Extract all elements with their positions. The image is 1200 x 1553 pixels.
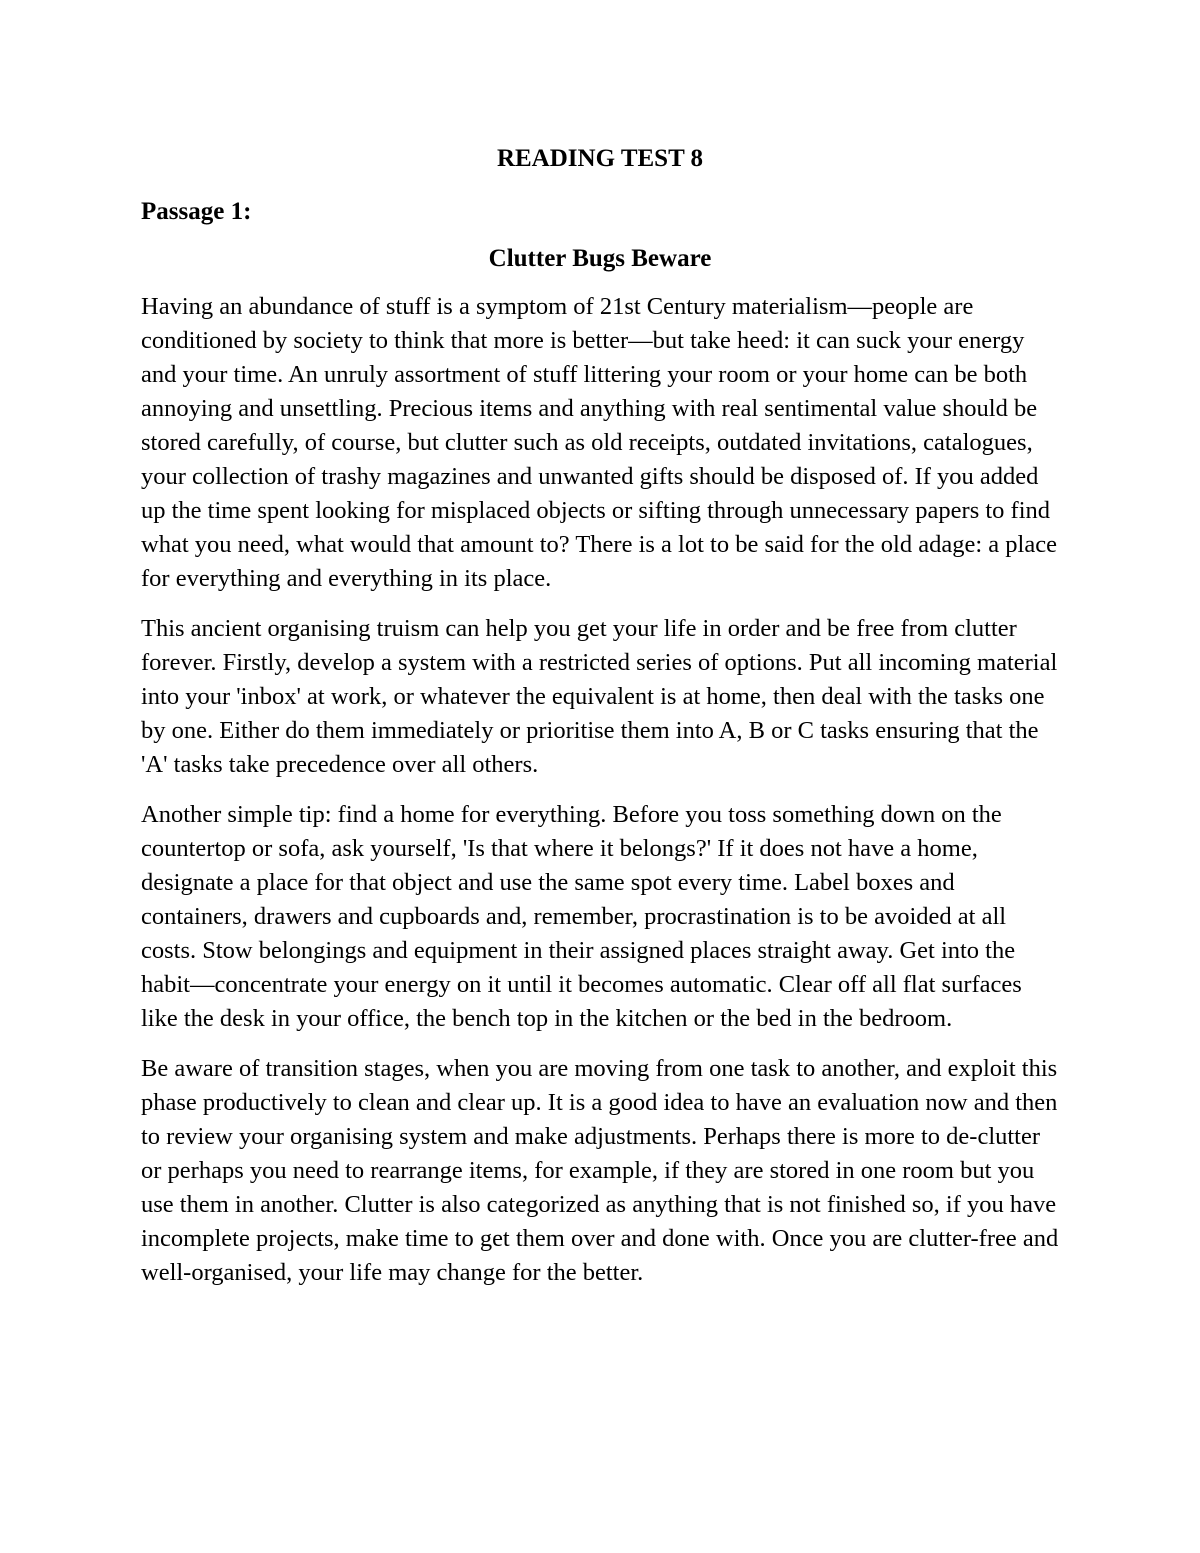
passage-body — [141, 290, 1061, 1306]
paragraph-4: Be aware of transition stages, when you are moving from one task to another, and exploit this phase productively to clean and clear up. It is a good idea to have an evaluation now and then to review your organising system and make adjustments. Perhaps there is more to de-clutter or perhaps you need to rearrange items, for example, if they are stored in one room but you use them in another. Clutter is also categorized as anything that is not finished so, if you have incomplete projects, make time to get them over and done with. Once you are clutter-free and well-organised, your life may change for the better. — [141, 1055, 1059, 1286]
test-title: READING TEST 8 — [496, 145, 704, 172]
passage-label: Passage 1: — [141, 198, 252, 225]
passage-title: Clutter Bugs Beware — [488, 245, 712, 272]
paragraph-3: Another simple tip: find a home for everything. Before you toss something down on the countertop or sofa, ask yourself, 'Is that where it belongs?' If it does not have a home, designate a place for that object and use the same spot every time. Label boxes and containers, drawers and cupboards and, remember, procrastination is to be avoided at all costs. Stow belongings and equipment in their assigned places straight away. Get into the habit—concentrate your energy on it until it becomes automatic. Clear off all flat surfaces like the desk in your office, the bench top in the kitchen or the bed in the bedroom. — [141, 801, 1022, 1032]
paragraph-1: Having an abundance of stuff is a symptom of 21st Century materialism—people are conditioned by society to think that more is better—but take heed: it can suck your energy and your time. An unruly assortment of stuff littering your room or your home can be both annoying and unsettling. Precious items and anything with real sentimental value should be stored carefully, of course, but clutter such as old receipts, outdated invitations, catalogues, your collection of trashy magazines and unwanted gifts should be disposed of. If you added up the time spent looking for misplaced objects or sifting through unnecessary papers to find what you need, what would that amount to? There is a lot to be said for the old adage: a place for everything and everything in its place. — [141, 293, 1057, 592]
paragraph-2: This ancient organising truism can help you get your life in order and be free from clutter forever. Firstly, develop a system with a restricted series of options. Put all incoming material into your 'inbox' at work, or whatever the equivalent is at home, then deal with the tasks one by one. Either do them immediately or prioritise them into A, B or C tasks ensuring that the 'A' tasks take precedence over all others. — [141, 615, 1058, 778]
